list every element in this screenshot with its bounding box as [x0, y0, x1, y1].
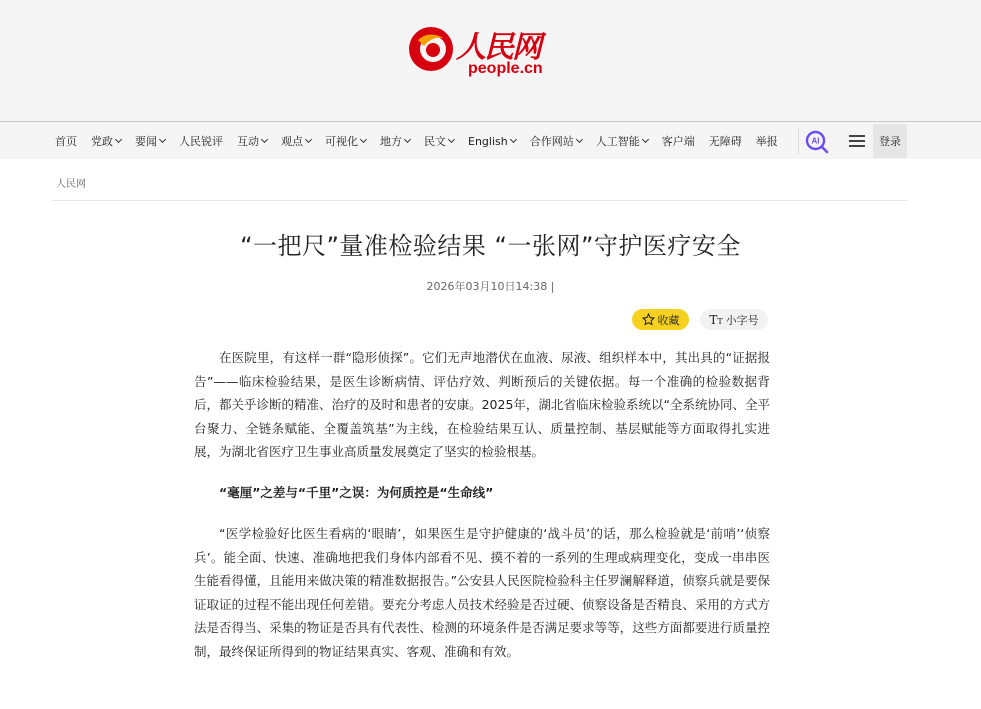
- ai-search-icon[interactable]: [805, 130, 829, 154]
- ai-icon-label: AI: [811, 136, 820, 146]
- nav-item[interactable]: [274, 122, 318, 160]
- article-subheading: “毫厘”之差与“千里”之误：为何质控是“生命线”: [219, 484, 494, 500]
- chevron-down-icon: [360, 136, 367, 143]
- article-body: [194, 346, 770, 663]
- chevron-down-icon: [510, 136, 517, 143]
- favorite-button[interactable]: [632, 309, 689, 330]
- chevron-down-icon: [159, 136, 166, 143]
- star-icon: [642, 313, 655, 326]
- chevron-down-icon: [261, 136, 268, 143]
- people-cn-logo[interactable]: [408, 22, 558, 82]
- article-paragraph: 在医院里，有这样一群“隐形侦探”。它们无声地潜伏在血液、尿液、组织样本中，其出具的“证据报告”——临床检验结果，是医生诊断病情、评估疗效、判断预后的关键依据。每一个准确的检验数据背后，都关乎诊断的精准、治疗的及时和患者的安康。2025年，湖北省临床检验系统以“全系统协同、全平台聚力、全链条赋能、全覆盖筑基”为主线，在检验结果互认、质量控制、基层赋能等方面取得扎实进展，为湖北省医疗卫生事业高质量发展奠定了坚实的检验根基。: [194, 350, 770, 459]
- chevron-down-icon: [115, 136, 122, 143]
- nav-item-label: 地方: [380, 135, 402, 148]
- nav-item-label: 可视化: [325, 135, 358, 148]
- article-date: 2026年03月10日14:38 |: [426, 280, 555, 293]
- nav-item[interactable]: [84, 122, 128, 160]
- chevron-down-icon: [448, 136, 455, 143]
- nav-item[interactable]: [655, 122, 702, 160]
- nav-item[interactable]: [461, 122, 523, 160]
- breadcrumb-divider: [52, 200, 907, 201]
- nav-item-label: 互动: [237, 135, 259, 148]
- nav-item-label: 观点: [281, 135, 303, 148]
- chevron-down-icon: [404, 136, 411, 143]
- nav-item-label: 首页: [55, 135, 77, 148]
- chevron-down-icon: [642, 136, 649, 143]
- article-title: “一把尺”量准检验结果 “一张网”守护医疗安全: [240, 232, 741, 260]
- menu-icon[interactable]: [849, 132, 865, 150]
- nav-item-label: 举报: [755, 135, 778, 148]
- chevron-down-icon: [576, 136, 583, 143]
- nav-item-label: 无障碍: [708, 135, 742, 148]
- chevron-down-icon: [305, 136, 312, 143]
- font-size-icon: TT: [709, 312, 723, 327]
- nav-item[interactable]: [417, 122, 461, 160]
- nav-item[interactable]: [589, 122, 655, 160]
- nav-item-label: 人工智能: [595, 135, 640, 148]
- nav-item[interactable]: [702, 122, 749, 160]
- nav-item-label: 党政: [91, 135, 113, 148]
- breadcrumb[interactable]: 人民网: [56, 179, 86, 190]
- header-banner: [0, 0, 981, 121]
- nav-item[interactable]: [373, 122, 417, 160]
- nav-item[interactable]: [172, 122, 230, 160]
- nav-item[interactable]: [128, 122, 172, 160]
- nav-item[interactable]: [318, 122, 373, 160]
- nav-divider: [798, 128, 799, 154]
- login-button[interactable]: 登录: [873, 124, 907, 158]
- logo-chinese-text: 人民网: [456, 30, 540, 65]
- nav-item-label: 民文: [424, 135, 446, 148]
- font-size-button[interactable]: [700, 309, 768, 330]
- nav-item[interactable]: [749, 122, 785, 160]
- font-size-label: 小字号: [725, 313, 759, 327]
- main-nav: [0, 121, 981, 159]
- nav-item[interactable]: [230, 122, 274, 160]
- nav-item-label: 合作网站: [529, 135, 574, 148]
- article-paragraph: “医学检验好比医生看病的‘眼睛’，如果医生是守护健康的‘战斗员’的话，那么检验就是‘前哨’‘侦察兵’。能全面、快速、准确地把我们身体内部看不见、摸不着的一系列的生理或病理变化，变成一串串医生能看得懂，且能用来做决策的精准数据报告。”公安县人民医院检验科主任罗澜解释道，侦察兵就是要保证取证的过程不能出现任何差错。要充分考虑人员技术经验是否过硬、侦察设备是否精良、采用的方式方法是否得当、采集的物证是否具有代表性、检测的环境条件是否满足要求等等，这些方面都要进行质量控制，最终保证所得到的物证结果真实、客观、准确和有效。: [194, 526, 770, 659]
- nav-item-label: 人民锐评: [179, 135, 223, 148]
- logo-english-text: people.cn: [468, 60, 543, 77]
- nav-item-label: 要闻: [135, 135, 157, 148]
- nav-item-label: English: [468, 134, 508, 148]
- nav-item[interactable]: [523, 122, 589, 160]
- nav-items: [48, 122, 785, 160]
- nav-item[interactable]: [48, 122, 84, 160]
- favorite-label: 收藏: [657, 313, 680, 327]
- nav-item-label: 客户端: [661, 135, 695, 148]
- logo-emblem-icon: [408, 26, 454, 72]
